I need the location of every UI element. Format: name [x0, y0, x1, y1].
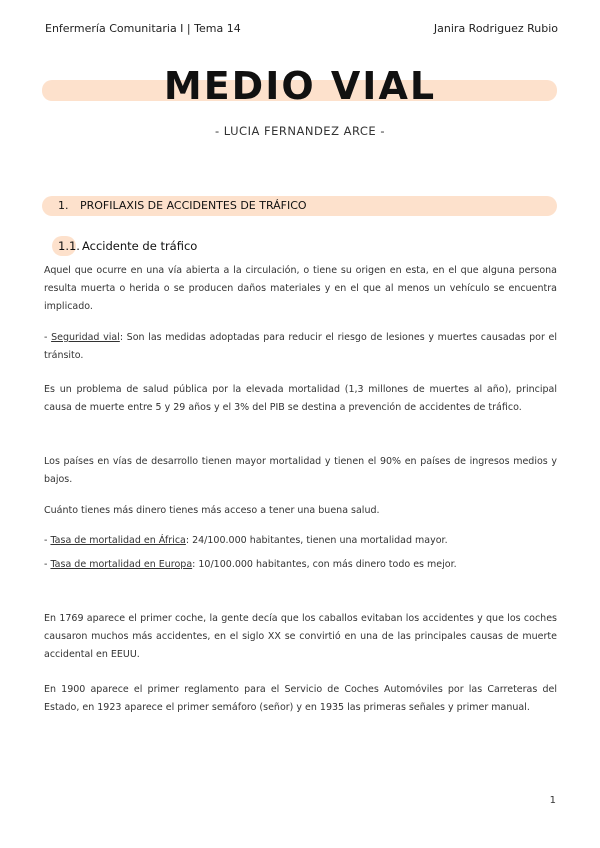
term-mortality-africa: Tasa de mortalidad en África — [50, 535, 186, 546]
value-mortality-europe: : 10/100.000 habitantes, con más dinero todo es mejor. — [192, 559, 457, 570]
term-mortality-europe: Tasa de mortalidad en Europa — [50, 559, 193, 570]
paragraph-history-1900: En 1900 aparece el primer reglamento para el Servicio de Coches Automóviles por las Carreteras del Estado, en 1923 aparece el primer semáforo (señor) y en 1935 las primeras señales y primer manual. — [44, 684, 557, 713]
paragraph-mortality-europe — [44, 556, 557, 574]
paragraph-definition: Aquel que ocurre en una vía abierta a la circulación, o tiene su origen en esta, en el que alguna persona resulta muerta o herida o se producen daños materiales y en el que al menos un vehículo se encuentra implicado. — [44, 265, 557, 312]
bullet-dash: - — [44, 332, 52, 343]
paragraph-seguridad-vial — [44, 329, 557, 365]
header-author: Janira Rodriguez Rubio — [433, 22, 558, 35]
page-subtitle: - LUCIA FERNANDEZ ARCE - — [215, 124, 385, 138]
page-title: MEDIO VIAL — [163, 64, 437, 108]
bullet-dash: - — [44, 559, 51, 570]
bullet-dash: - — [44, 535, 51, 546]
page-number: 1 — [549, 795, 556, 806]
section-title: PROFILAXIS DE ACCIDENTES DE TRÁFICO — [80, 199, 307, 212]
value-mortality-africa: : 24/100.000 habitantes, tienen una mortalidad mayor. — [185, 535, 448, 546]
paragraph-money-health: Cuánto tienes más dinero tienes más acceso a tener una buena salud. — [44, 505, 380, 516]
subsection-title: Accidente de tráfico — [82, 239, 198, 253]
header-course-title: Enfermería Comunitaria I | Tema 14 — [45, 22, 241, 35]
paragraph-mortality-africa — [44, 532, 557, 550]
term-seguridad-vial: Seguridad vial — [51, 332, 120, 343]
section-number: 1. — [58, 199, 69, 212]
subsection-number: 1.1. — [58, 239, 80, 253]
paragraph-public-health: Es un problema de salud pública por la elevada mortalidad (1,3 millones de muertes al año), principal causa de muerte entre 5 y 29 años y el 3% del PIB se destina a prevención de accidentes de tráfico. — [44, 384, 557, 413]
paragraph-developing-countries: Los países en vías de desarrollo tienen mayor mortalidad y tienen el 90% en países de ingresos medios y bajos. — [44, 456, 557, 485]
paragraph-history-1769: En 1769 aparece el primer coche, la gente decía que los caballos evitaban los accidentes y que los coches causaron muchos más accidentes, en el siglo XX se convirtió en una de las principales causas de muerte accidental en EEUU. — [44, 613, 557, 660]
definition-seguridad-vial: : Son las medidas adoptadas para reducir el riesgo de lesiones y muertes causadas por el tránsito. — [44, 332, 557, 361]
